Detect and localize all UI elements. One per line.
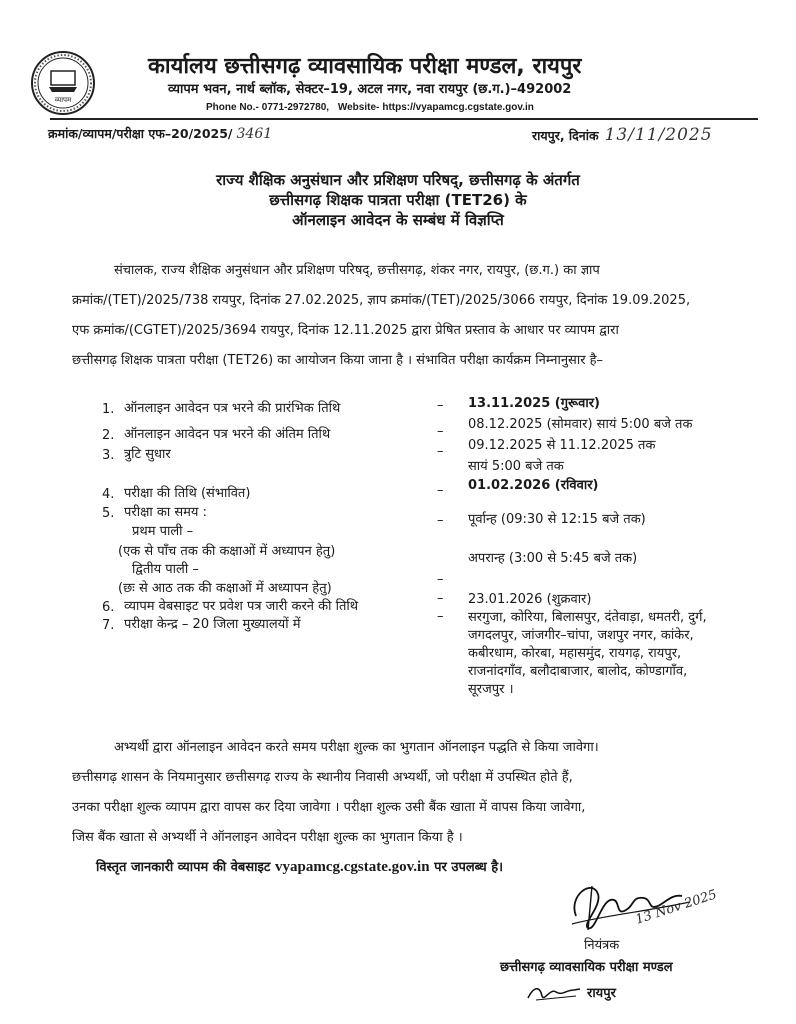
reference-date — [532, 125, 713, 145]
subject-line-1: राज्य शैक्षिक अनुसंधान और प्रशिक्षण परिषद्, छत्तीसगढ़ के अंतर्गत — [216, 171, 580, 189]
intro-paragraph — [72, 256, 750, 376]
signatory-title: नियंत्रक — [584, 938, 620, 953]
contact-line — [206, 102, 534, 113]
schedule-value: 08.12.2025 (सोमवार) सायं 5:00 बजे तक — [468, 417, 693, 432]
schedule-label: ऑनलाइन आवेदन पत्र भरने की प्रारंभिक तिथि — [124, 401, 341, 416]
shift-2-time: अपरान्ह (3:00 से 5:45 बजे तक) — [468, 551, 638, 566]
shift-1-note: (एक से पाँच तक की कक्षाओं में अध्यापन हेतु) — [118, 544, 336, 559]
vyapam-logo — [30, 50, 96, 116]
initial-scribble — [526, 982, 582, 1004]
signatory-city: रायपुर — [587, 986, 616, 1001]
dash: – — [437, 444, 444, 459]
office-address: व्यापम भवन, नार्थ ब्लॉक, सेक्टर–19, अटल नगर, नवा रायपुर (छ.ग.)–492002 — [168, 82, 572, 97]
schedule-value: 13.11.2025 (गुरूवार) — [468, 396, 600, 411]
signature-date: 13 Nov 2025 — [633, 887, 719, 928]
intro-line: छत्तीसगढ़ शिक्षक पात्रता परीक्षा (TET26) का आयोजन किया जाना है । संभावित परीक्षा कार्यक्रम निम्नानुसार है– — [72, 353, 604, 368]
website-label: Website- — [337, 102, 380, 113]
schedule-value: सायं 5:00 बजे तक — [468, 459, 564, 474]
date-label: रायपुर, दिनांक — [532, 128, 599, 143]
intro-line: संचालक, राज्य शैक्षिक अनुसंधान और प्रशिक्षण परिषद्, छत्तीसगढ़, शंकर नगर, रायपुर, (छ.ग.) का ज्ञाप — [114, 263, 600, 278]
fee-line: अभ्यर्थी द्वारा ऑनलाइन आवेदन करते समय परीक्षा शुल्क का भुगतान ऑनलाइन पद्धति से किया जावेगा। — [114, 740, 599, 755]
shift-1-time: पूर्वान्ह (09:30 से 12:15 बजे तक) — [468, 512, 646, 527]
dash: – — [437, 398, 444, 413]
intro-line: एफ क्रमांक/(CGTET)/2025/3694 रायपुर, दिनांक 12.11.2025 द्वारा प्रेषित प्रस्ताव के आधार पर व्यापम द्वारा — [72, 323, 619, 338]
subject-line-3: ऑनलाइन आवेदन के सम्बंध में विज्ञप्ति — [292, 211, 504, 229]
item-number: 4. — [102, 487, 115, 502]
reference-handwritten-number: 3461 — [236, 126, 273, 142]
dash: – — [437, 424, 444, 439]
item-number: 2. — [102, 428, 115, 443]
exam-centre-line: सूरजपुर । — [468, 682, 514, 697]
dash: – — [437, 609, 444, 624]
shift-1-label: प्रथम पाली – — [132, 524, 194, 539]
dash: – — [437, 591, 444, 606]
logo-text: व्यापम — [54, 96, 72, 104]
item-number: 1. — [102, 402, 115, 417]
closing-suffix: पर उपलब्ध है। — [434, 860, 504, 875]
shift-2-label: द्वितीय पाली – — [132, 562, 199, 577]
fee-line: छत्तीसगढ़ शासन के नियमानुसार छत्तीसगढ़ राज्य के स्थानीय निवासी अभ्यर्थी, जो परीक्षा में उपस्थित होते हैं, — [72, 770, 573, 785]
schedule-value: 23.01.2026 (शुक्रवार) — [468, 592, 592, 607]
subject-line-2: छत्तीसगढ़ शिक्षक पात्रता परीक्षा (TET26) के — [269, 191, 527, 209]
item-number: 5. — [102, 506, 115, 521]
reference-number — [48, 125, 272, 142]
dash: – — [437, 513, 444, 528]
closing-line — [96, 857, 503, 876]
phone-number: 0771-2972780, — [261, 102, 330, 113]
item-number: 7. — [102, 618, 115, 633]
schedule-label: ऑनलाइन आवेदन पत्र भरने की अंतिम तिथि — [124, 427, 331, 442]
exam-centre-line: सरगुजा, कोरिया, बिलासपुर, दंतेवाड़ा, धमतरी, दुर्ग, — [468, 610, 707, 625]
schedule-label: व्यापम वेबसाइट पर प्रवेश पत्र जारी करने की तिथि — [124, 599, 359, 614]
fee-line: उनका परीक्षा शुल्क व्यापम द्वारा वापस कर दिया जावेगा । परीक्षा शुल्क उसी बैंक खाता में वापस किया जावेगा, — [72, 800, 586, 815]
item-number: 3. — [102, 448, 115, 463]
fee-line: जिस बैंक खाता से अभ्यर्थी ने ऑनलाइन आवेदन परीक्षा शुल्क का भुगतान किया है । — [72, 830, 463, 845]
closing-website: vyapamcg.cgstate.gov.in — [274, 859, 430, 875]
schedule-value: 01.02.2026 (रविवार) — [468, 478, 599, 493]
closing-prefix: विस्तृत जानकारी व्यापम की वेबसाइट — [96, 860, 271, 875]
website-url: https://vyapamcg.cgstate.gov.in — [382, 102, 534, 113]
exam-centre-line: राजनांदगाँव, बलौदाबाजार, बालोद, कोण्डागाँव, — [468, 664, 688, 679]
office-title: कार्यालय छत्तीसगढ़ व्यावसायिक परीक्षा मण्डल, रायपुर — [148, 54, 582, 79]
reference-prefix: क्रमांक/व्यापम/परीक्षा एफ–20/2025/ — [48, 126, 233, 141]
schedule-label: परीक्षा का समय : — [124, 505, 207, 520]
dash: – — [437, 483, 444, 498]
schedule-label: परीक्षा की तिथि (संभावित) — [124, 486, 251, 501]
exam-centre-line: कबीरधाम, कोरबा, महासमुंद, रायगढ़, रायपुर, — [468, 646, 682, 661]
schedule-value: 09.12.2025 से 11.12.2025 तक — [468, 438, 656, 453]
header-rule — [50, 118, 758, 120]
dash: – — [437, 572, 444, 587]
exam-centre-line: जगदलपुर, जांजगीर–चांपा, जशपुर नगर, कांकेर, — [468, 628, 694, 643]
item-number: 6. — [102, 600, 115, 615]
handwritten-date: 13/11/2025 — [604, 125, 713, 145]
fee-paragraph — [72, 733, 750, 853]
schedule-label: परीक्षा केन्द्र – 20 जिला मुख्यालयों में — [124, 617, 301, 632]
schedule-label: त्रुटि सुधार — [124, 447, 171, 462]
shift-2-note: (छः से आठ तक की कक्षाओं में अध्यापन हेतु) — [118, 581, 332, 596]
phone-label: Phone No.- — [206, 102, 259, 113]
intro-line: क्रमांक/(TET)/2025/738 रायपुर, दिनांक 27.02.2025, ज्ञाप क्रमांक/(TET)/2025/3066 रायपुर, दिनांक 19.09.2025, — [72, 293, 691, 308]
signatory-organisation: छत्तीसगढ़ व्यावसायिक परीक्षा मण्डल — [500, 960, 673, 975]
